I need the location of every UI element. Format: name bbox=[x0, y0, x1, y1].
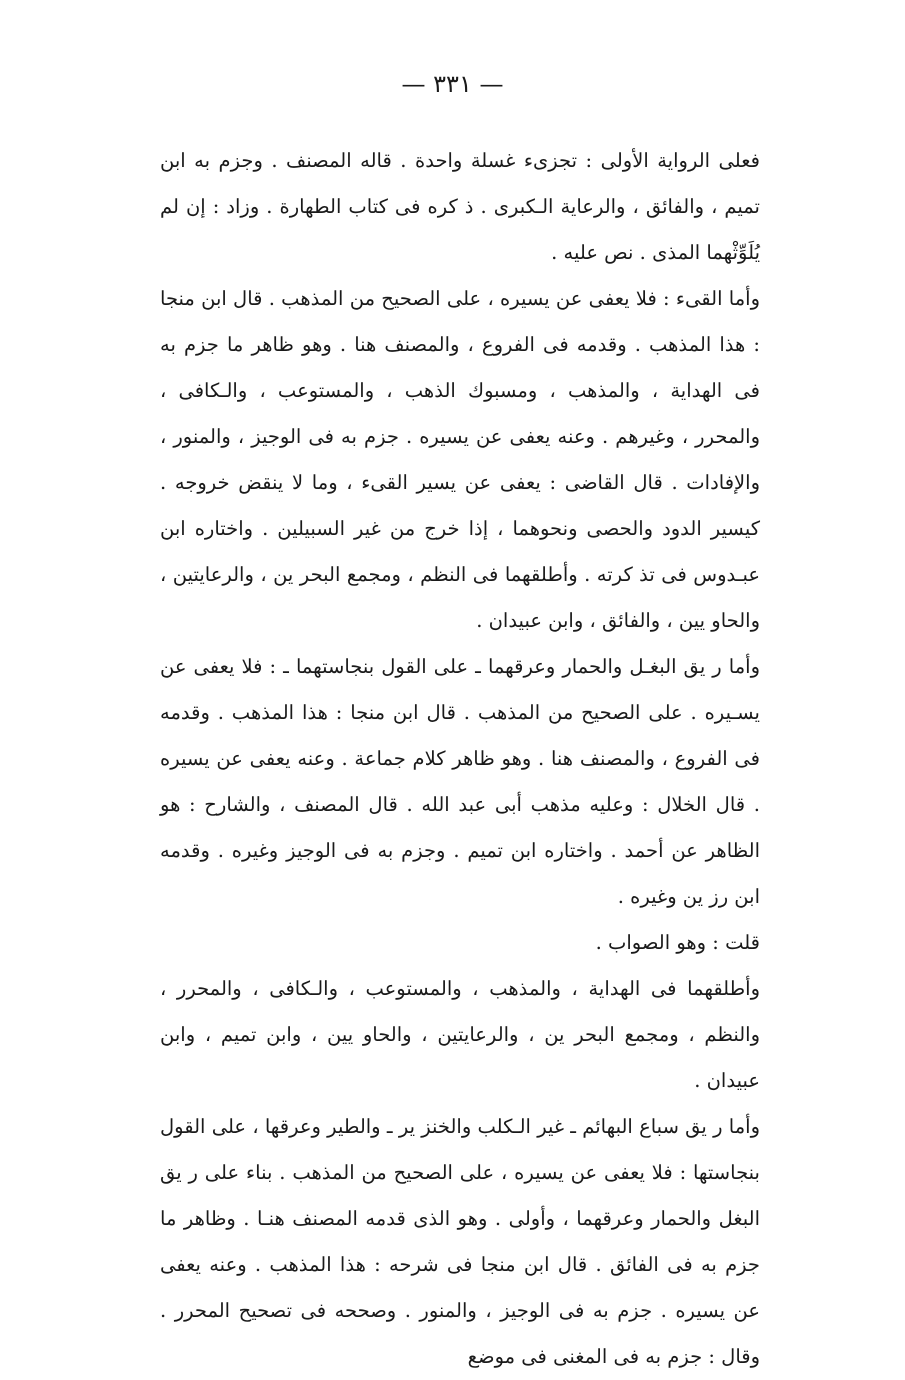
page-number: — ٣٣١ — bbox=[401, 70, 504, 98]
paragraph-opinion: قلت : وهو الصواب . bbox=[595, 931, 760, 954]
paragraph-first-narration: فعلى الرواية الأولى : تجزىء غسلة واحدة . قاله المصنف . وجزم به ابن تميم ، والفائق ، والرعاية الـكبرى . ذ كره فى كتاب الطهارة . وزاد : إن لم يُلَوِّثْهما المذى . نص عليه . bbox=[160, 149, 760, 264]
paragraph-unqualified: وأطلقهما فى الهداية ، والمذهب ، والمستوعب ، والـكافى ، والمحرر ، والنظم ، ومجمع البحر ين ، والرعايتين ، والحاو يين ، وابن تميم ، وابن عبيدان . bbox=[160, 977, 760, 1092]
paragraph-vomit: وأما القىء : فلا يعفى عن يسيره ، على الصحيح من المذهب . قال ابن منجا : هذا المذهب . وقدمه فى الفروع ، والمصنف هنا . وهو ظاهر ما جزم به فى الهداية ، والمذهب ، ومسبوك الذهب ، والمستوعب ، والـكافى ، والمحرر ، وغيرهم . وعنه يعفى عن يسيره . جزم به فى الوجيز ، والمنور ، والإفادات . قال القاضى : يعفى عن يسير القىء ، وما لا ينقض خروجه . كيسير الدود والحصى ونحوهما ، إذا خرج من غير السبيلين . واختاره ابن عبـدوس فى تذ كرته . وأطلقهما فى النظم ، ومجمع البحر ين ، والرعايتين ، والحاو يين ، والفائق ، وابن عبيدان . bbox=[160, 287, 760, 632]
paragraph-mule-donkey: وأما ر يق البغـل والحمار وعرقهما ـ على القول بنجاستهما ـ : فلا يعفى عن يسـيره . على الصحيح من المذهب . قال ابن منجا : هذا المذهب . وقدمه فى الفروع ، والمصنف هنا . وهو ظاهر كلام جماعة . وعنه يعفى عن يسيره . قال الخلال : وعليه مذهب أبى عبد الله . قال المصنف ، والشارح : هو الظاهر عن أحمد . واختاره ابن تميم . وجزم به فى الوجيز وغيره . وقدمه ابن رز ين وغيره . bbox=[160, 655, 760, 908]
paragraph-predators: وأما ر يق سباع البهائم ـ غير الـكلب والخنز ير ـ والطير وعرقها ، على القول بنجاستها : فلا يعفى عن يسيره ، على الصحيح من المذهب . بناء على ر يق البغل والحمار وعرقهما ، وأولى . وهو الذى قدمه المصنف هنـا . وظاهر ما جزم به فى الفائق . قال ابن منجا فى شرحه : هذا المذهب . وعنه يعفى عن يسيره . جزم به فى الوجيز ، والمنور . وصححه فى تصحيح المحرر . وقال : جزم به فى المغنى فى موضع bbox=[160, 1115, 760, 1368]
page-text bbox=[160, 138, 760, 1380]
